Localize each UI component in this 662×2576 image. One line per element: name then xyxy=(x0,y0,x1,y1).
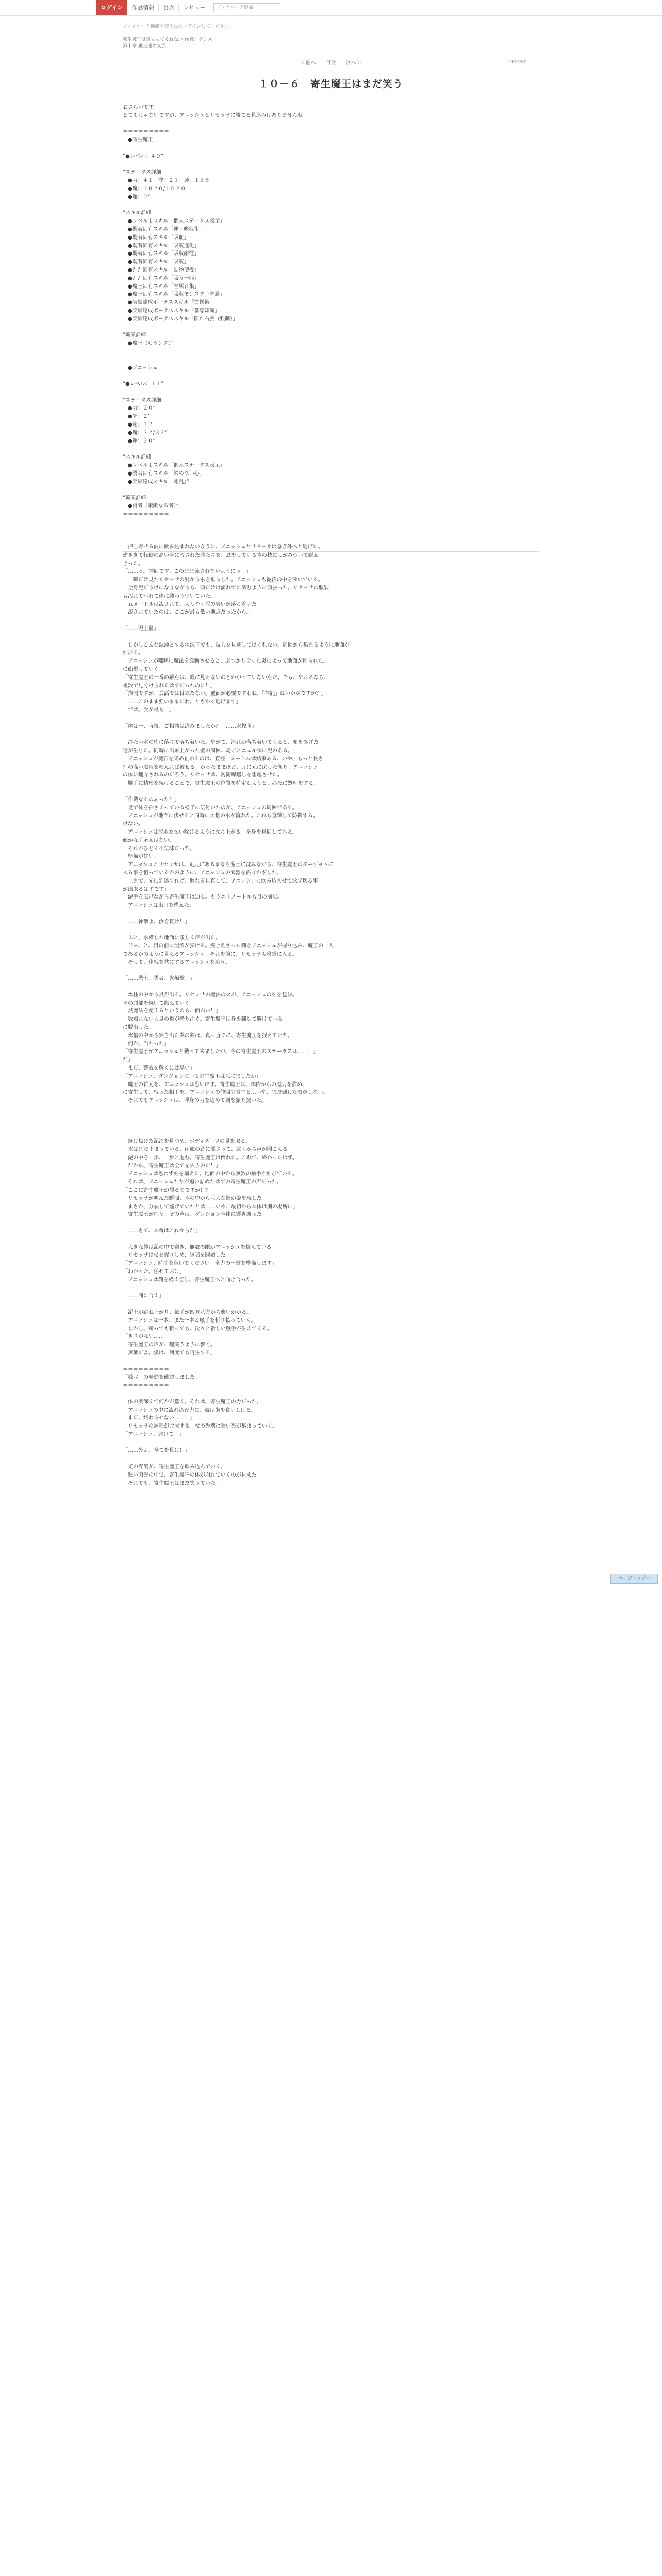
body-line: も汚れて汚れて体に纏わりついていた。 xyxy=(123,593,216,599)
body-line: 入る事を狙っているかのように、アニッシュの武器を振りかざした。 xyxy=(123,870,282,876)
body-line: ドッ、と、目の前に泥沼が弾ける。突き刺さった剣をアニッシュが握り込み、魔王の一人 xyxy=(123,943,334,950)
body-line: しかし、斬っても斬っても、次々と新しい触手が生えてくる。 xyxy=(123,1326,272,1332)
body-line: それでも、寄生魔王はまだ笑っていた。 xyxy=(123,1480,221,1486)
body-line: 五メートルは流されて、ようやく泥の勢いが落ち着いた。 xyxy=(123,601,262,607)
body-line: 「では、次が最も！」 xyxy=(123,707,174,713)
body-line: 体の奥深くで何かが蠢く。それは、寄生魔王の力だった。 xyxy=(123,1399,262,1405)
body-line xyxy=(123,486,539,494)
body-line: に衝撃していく。 xyxy=(123,666,164,672)
body-line: ＝＝＝＝＝＝＝＝＝ xyxy=(123,145,169,151)
notice-pre: ブックマーク機能を使うには xyxy=(123,24,183,29)
body-line: 「まだ、警戒を解くには早い」 xyxy=(123,1065,195,1072)
body-line xyxy=(123,633,539,641)
body-line: ●勇者（素敵なる者）” xyxy=(123,503,179,510)
body-line: ●？？固有スキル「動物使役」 xyxy=(123,267,200,273)
body-line xyxy=(123,348,539,356)
body-line: 「……間に合え」 xyxy=(123,1293,164,1299)
body-line: に寄生して、戦った相手を、アニッシュの仲間の寄生と…いや、まだ倒した気がしない。 xyxy=(123,1090,328,1096)
body-line xyxy=(123,1129,539,1138)
body-line: ●既着固有スキル「運・吸収術」 xyxy=(123,226,205,232)
body-line: 勝手に精密を続けることで、寄生魔王の位置を特定しようと、必死に処理をする。 xyxy=(123,781,319,787)
body-line: に脱出した。 xyxy=(123,1025,154,1031)
notice-post: してください。 xyxy=(201,24,234,29)
body-line: ●寄生魔王 xyxy=(123,137,153,143)
body-line: 「……さて、本番はこれからだ」 xyxy=(123,1228,200,1234)
body-line: ●実績達成ボーナススキル「従僕術」 xyxy=(123,300,215,306)
body-line: 「何か、当たった」 xyxy=(123,1041,169,1047)
body-line: ”●レベル：１４” xyxy=(123,381,163,387)
body-line: 「わかった。任せておけ」 xyxy=(123,1268,185,1275)
body-line: おさらいです。 xyxy=(123,105,159,110)
body-line: ”●レベル：４０” xyxy=(123,153,163,159)
body-line: ●運：３０” xyxy=(123,438,156,444)
body-line: 泥手を広げながら寄生魔王は迫る。もうニ十メートルも目の前だ。 xyxy=(123,894,283,901)
body-line: 「まだ、終わらせない……！」 xyxy=(123,1415,195,1421)
body-line xyxy=(123,1284,539,1293)
body-line: アニッシュが地面に伏せると同時に大量の水が流れた。これも直撃して防御する。 xyxy=(123,813,318,819)
body-line: 押し寄せる波に飲み込まれないように、アニッシュとリセッサは急ぎ外へと逃げた。 xyxy=(123,544,323,550)
body-line xyxy=(123,201,539,210)
body-line xyxy=(123,445,539,453)
body-line: ●魔王固有スキル「眷属召集」 xyxy=(123,283,200,290)
body-line: ＝＝＝＝＝＝＝＝＝ xyxy=(123,129,169,135)
nav-item-review[interactable]: レビュー xyxy=(179,4,210,11)
body-line: ●レベル１スキル「個人ステータス表示」 xyxy=(123,463,225,469)
body-line: 「……神撃よ、汝を貫け！」 xyxy=(123,919,190,925)
novel-body xyxy=(123,104,539,1487)
body-line xyxy=(123,535,539,543)
body-line: 伸びる。 xyxy=(123,650,143,656)
body-line xyxy=(123,527,539,535)
body-line xyxy=(123,731,539,739)
body-line: 寄生魔王の声が、嘲笑うように響く。 xyxy=(123,1342,216,1348)
body-line: アニッシュは剣を構え直し、寄生魔王へと向き合った。 xyxy=(123,1277,256,1283)
page-number: 191/202 xyxy=(507,60,527,65)
top-nav-bar xyxy=(0,0,662,16)
body-line xyxy=(123,388,539,397)
body-line: 焼け焦げた泥沼を見つめ、ボディスーツの見を取る。 xyxy=(123,1139,251,1145)
body-line xyxy=(123,1122,539,1130)
body-line: ”職業詳細 xyxy=(123,495,146,501)
header-nav xyxy=(96,0,280,15)
body-line: 全身泥だらけになりながらも、頭だけは濡れずに済むように頑張った。リセッサの服装 xyxy=(123,585,329,591)
body-line: 「だから、寄生魔王は全てを失うのだ！」 xyxy=(123,1163,221,1169)
body-line: 「……光よ、全てを貫け！」 xyxy=(123,1448,190,1454)
body-line xyxy=(123,1300,539,1309)
body-line: アニッシュの中に流れ込む力に、彼は歯を食いしばる。 xyxy=(123,1407,256,1413)
body-line: であるかのように見えるアニッシュ。それを前に、リセッサも攻撃に入る。 xyxy=(123,951,297,957)
body-line xyxy=(123,1455,539,1463)
body-line xyxy=(123,1439,539,1447)
body-line xyxy=(123,983,539,991)
body-line xyxy=(123,967,539,975)
body-line: アニッシュとリセッサは、足元にあるまなも泥土に沈みながら、寄生魔王のターゲットに xyxy=(123,862,334,868)
body-line: ＝＝＝＝＝＝＝＝＝ xyxy=(123,357,169,363)
body-line: ”ステータス詳細 xyxy=(123,397,161,403)
body-line: それでもアニッシュは、渾身の力を込めて剣を振り抜いた。 xyxy=(123,1098,267,1104)
body-line: 「炎魔法を使えるというのも、面白い！」 xyxy=(123,1008,221,1014)
body-line xyxy=(123,1358,539,1366)
body-line xyxy=(123,519,539,527)
body-line: そして、作戦を共にするアニッシュを追う。 xyxy=(123,959,230,965)
body-line: アニッシュは出口を構えた。 xyxy=(123,903,194,909)
body-line: 足で体を揺さぶっている様子に気付いたのが、アニッシュの周囲である。 xyxy=(123,805,297,811)
body-line: きった。 xyxy=(123,561,143,567)
body-line: 「……泥土層」 xyxy=(123,626,159,632)
body-line: 光の奔流が、寄生魔王を飲み込んでいく。 xyxy=(123,1464,226,1470)
bookmark-notice xyxy=(123,23,539,29)
body-line: 複数で見分けられるはずだったのに！」 xyxy=(123,683,216,689)
body-line xyxy=(123,926,539,934)
body-line: 大きな体は泥の中で蠢き、無数の眼がアニッシュを捉えている。 xyxy=(123,1244,277,1250)
toc-link[interactable]: 目次 xyxy=(326,60,336,66)
body-line xyxy=(123,617,539,625)
login-button[interactable]: ログイン xyxy=(96,0,127,15)
body-line: 「アニッシュ、避けて！」 xyxy=(123,1431,184,1437)
body-line: 水槽の中から突き出た炎の剣は、真っ直ぐに、寄生魔王を捉えていた。 xyxy=(123,1032,293,1039)
body-line: けない。 xyxy=(123,821,143,827)
body-line: アニッシュは思わず剣を構えた。地面の中から無数の触手が伸びている。 xyxy=(123,1171,297,1177)
body-line: 寄生魔王が嗤う。その声は、ダンジョン全体に響き渡った。 xyxy=(123,1212,267,1218)
body-line xyxy=(123,324,539,332)
body-line: 「吸収」の発動を確認しました。 xyxy=(123,1375,200,1381)
body-line: 水はまだ止まっている、雨風の音に混ざって、遠くから声が聞こえる。 xyxy=(123,1147,293,1153)
bookmark-add-button[interactable]: ブックマーク追加 xyxy=(213,3,280,12)
body-line: ●力：２０” xyxy=(123,405,156,412)
body-line xyxy=(123,161,539,169)
body-line: ＝＝＝＝＝＝＝＝＝ xyxy=(123,1366,169,1372)
body-line: 性の高い魔術を唱えれば被せる。かったままほど、元に元に戻した漁り。アニッシュ xyxy=(123,764,318,770)
breadcrumb xyxy=(123,37,539,50)
body-line: だ」 xyxy=(123,1057,133,1063)
body-line: アニッシュが魔石を集め止めるのは、直径一メートルは結束ある、いや、もっと長さ xyxy=(123,756,323,762)
body-line: 魔王の首元を、アニッシュは思い出す。寄生魔王は、体内からの魔力を溜め、 xyxy=(123,1081,307,1088)
body-line: 数知れない大量の炎が降り注ぐ。寄生魔王は身を翻して避けている。 xyxy=(123,1016,288,1023)
body-line: 「推測ですが、会話では目立たない。覆面が必要ですわね。「神託」はいかがですか？」 xyxy=(123,691,326,697)
body-line: 造が生じた。同時に出来上がった壁の周囲、島ごとニュル状に泥のある。 xyxy=(123,748,293,754)
body-line: ●実績達成ボーナススキル「隙れ右腕（強制）」 xyxy=(123,316,238,322)
body-line: ●勇者固有スキル「諦めない心」 xyxy=(123,470,205,477)
body-line: 「寄生魔王の一番の難点は、眼に見えないのどかがっていない点だ。でも、やれるなら、 xyxy=(123,674,329,681)
body-line: 準備が甘い。 xyxy=(123,854,159,860)
body-line: ●速：１２” xyxy=(123,422,156,428)
body-line: ＝＝＝＝＝＝＝＝＝ xyxy=(123,511,169,517)
body-line: リセッサの詠唱が完成する。杖の先端に眩い光が集まっていく。 xyxy=(123,1423,277,1430)
body-line xyxy=(123,1105,539,1113)
page-top-button[interactable]: ページトップへ xyxy=(610,1574,658,1584)
body-line: ”スキル詳細 xyxy=(123,210,152,216)
prev-link[interactable]: ＜前へ xyxy=(300,60,316,66)
body-line: 「……このまま強いままだわ。ともかく逃げます」 xyxy=(123,699,241,705)
body-line: 「ここに寄生魔王が居るのですか！？」 xyxy=(123,1187,216,1193)
body-line: ”スキル詳細 xyxy=(123,454,152,461)
body-line: ●魔：３２/３２” xyxy=(123,430,168,436)
body-line: 「アニッシュ、時間を稼いでください。全力の一撃を準備します」 xyxy=(123,1261,277,1267)
body-line: リセッサが叫んだ瞬間、水の中から巨大な影が姿を現した。 xyxy=(123,1195,267,1201)
body-line xyxy=(123,120,539,128)
body-line: ●運：０” xyxy=(123,194,151,200)
body-line: ●既着固有スキル「吸血」 xyxy=(123,234,189,241)
body-line: 「まさか、分裂して逃げていたとは……いや、最初から本体は別の場所に」 xyxy=(123,1204,298,1210)
notice-login-link[interactable]: ログイン xyxy=(183,24,201,29)
body-line: それがひどく不気味だった。 xyxy=(123,845,195,852)
body-line: の体に翻弄されるのだろう。リセッサは、防衛線越しを想起させた。 xyxy=(123,772,283,778)
body-line: 「アニッシュ、ダンジョンにいる寄生魔王は死にましたか」 xyxy=(123,1073,261,1079)
body-line: 「きりがない……！」 xyxy=(123,1334,174,1340)
body-line: 「体は一、直接、ご相談は済みましたか？ ……水控所」 xyxy=(123,723,257,730)
body-line xyxy=(123,715,539,723)
nav-item-toc[interactable]: 目次 xyxy=(159,4,179,11)
body-line: ●守：２” xyxy=(123,414,151,420)
body-line xyxy=(123,1235,539,1244)
body-line xyxy=(123,1219,539,1227)
body-line: が出来るはずです」 xyxy=(123,886,170,892)
body-line: ●実績達成スキル「剛乱」” xyxy=(123,479,189,485)
body-line: ＝＝＝＝＝＝＝＝＝ xyxy=(123,1383,169,1389)
body-line: 眩い閃光の中で、寄生魔王の体が崩れていくのが見えた。 xyxy=(123,1472,262,1478)
body-line: ●アニッシュ xyxy=(123,365,158,371)
body-line: ”ステータス詳細 xyxy=(123,170,161,176)
body-line: しかしこんな混沌とする状況下でも、彼らを見逃してはくれない。周囲から集まるように地面が xyxy=(123,642,350,648)
body-line: 王の頭部を焼いて燃えていく。 xyxy=(123,1000,195,1006)
body-line: リセッサは杖を握りしめ、詠唱を開始した。 xyxy=(123,1252,231,1259)
body-line xyxy=(123,788,539,796)
body-line: 水柱の中から炎が出る。リセッサの魔法の火が、アニッシュの剣を包む。 xyxy=(123,992,297,998)
body-line: ●実績達成ボーナススキル「簒奪知識」 xyxy=(123,308,220,314)
body-line: ●既着固有スキル「吸収進化」 xyxy=(123,243,200,249)
body-line: 泥の中を一歩、一歩と進む。寄生魔王は倒れた。これで、終わったはず。 xyxy=(123,1155,297,1161)
body-line: ふと、水槽した地面に激しく声が出た。 xyxy=(123,935,221,941)
body-line: とてもじゃないですが、アニッシュとリセッサに勝てる見込みはありませんね。 xyxy=(123,112,308,118)
body-line: ●魔：１０２０/１０２０ xyxy=(123,185,186,192)
page-content xyxy=(123,15,539,1487)
body-line xyxy=(123,1390,539,1398)
body-line: 「寄生魔王がアニッシュと戦って来ましたが、今の寄生魔王のステータスは……！」 xyxy=(123,1049,318,1055)
body-line: 泥土が跳ね上がり、触手が四方八方から襲いかかる。 xyxy=(123,1309,252,1315)
body-line: ●魔王固有スキル「吸収モンスター眷属」 xyxy=(123,292,225,298)
body-line: 「……戦士、勇者、火焔撃！」 xyxy=(123,976,195,982)
chapter-title: １０－６ 寄生魔王はまだ笑う xyxy=(258,78,403,90)
nav-item-work-info[interactable]: 作品情報 xyxy=(127,4,159,11)
body-line: ”職業詳細 xyxy=(123,332,146,338)
breadcrumb-chapter: 第十章 魔王達の宴会 xyxy=(123,44,166,49)
body-line: ●既着固有スキル「吸収耐性」 xyxy=(123,251,200,257)
next-link[interactable]: 次へ＞ xyxy=(346,60,362,66)
body-line: 確かな手応えはない。 xyxy=(123,837,174,843)
body-line: 「……っ。神回です。このまま流されないようにっ！」 xyxy=(123,569,251,575)
body-line xyxy=(123,1113,539,1122)
body-line: 「作戦なるのあった？」 xyxy=(123,796,179,803)
body-line: ●既着固有スキル「吸収」 xyxy=(123,259,189,265)
body-line: 「上まで、先に到達すれば、遅れを見直して、アニッシュに飲み込ませて泳ぎ切る事 xyxy=(123,878,318,884)
body-line: ●？？固有スキル「吸う一匹」 xyxy=(123,275,200,281)
breadcrumb-work-link[interactable]: 転生魔王は目立ってくれない 作者：ダンスト xyxy=(123,37,217,42)
body-line xyxy=(123,910,539,918)
body-line: 流されていたのは、ここが最も低い地点だったから。 xyxy=(123,609,252,616)
body-line: ●魔王（Ｃランク）” xyxy=(123,341,174,347)
body-line: 一瞬だけ見たリセッサの髪から水を垂らした。アニッシュも泥沼の中を泳いでいる。 xyxy=(123,577,323,583)
body-line: ●力：４１ 守：２１ 速：１６５ xyxy=(123,178,210,184)
body-line: 建ききて転倒の高い流に汚された砂たちを、息をしている木の枝にしがみついて耐え xyxy=(123,552,319,558)
body-line: 「無駄だよ。僕は、何度でも再生する」 xyxy=(123,1350,216,1356)
body-line: アニッシュは泥水を払い除けるように立ち上がる。全身を見回してみる。 xyxy=(123,829,297,835)
body-line: ＝＝＝＝＝＝＝＝＝ xyxy=(123,373,169,379)
body-line: それは、アニッシュたちが追い詰めたはずの寄生魔王の声だった。 xyxy=(123,1179,282,1185)
body-line: アニッシュが咄嗟に魔法を発動させると、ぶつかり合った炎によって地面が削られた。 xyxy=(123,658,328,665)
body-line: ●レベル１スキル「個人ステータス表示」 xyxy=(123,218,225,225)
body-line: 冷たい水の中に落ちて落ち着いた。やがて、流れが落ち着いてくると、顔をあげた。 xyxy=(123,740,324,746)
body-line: アニッシュは一本、また一本と触手を斬り払っていく。 xyxy=(123,1317,256,1324)
